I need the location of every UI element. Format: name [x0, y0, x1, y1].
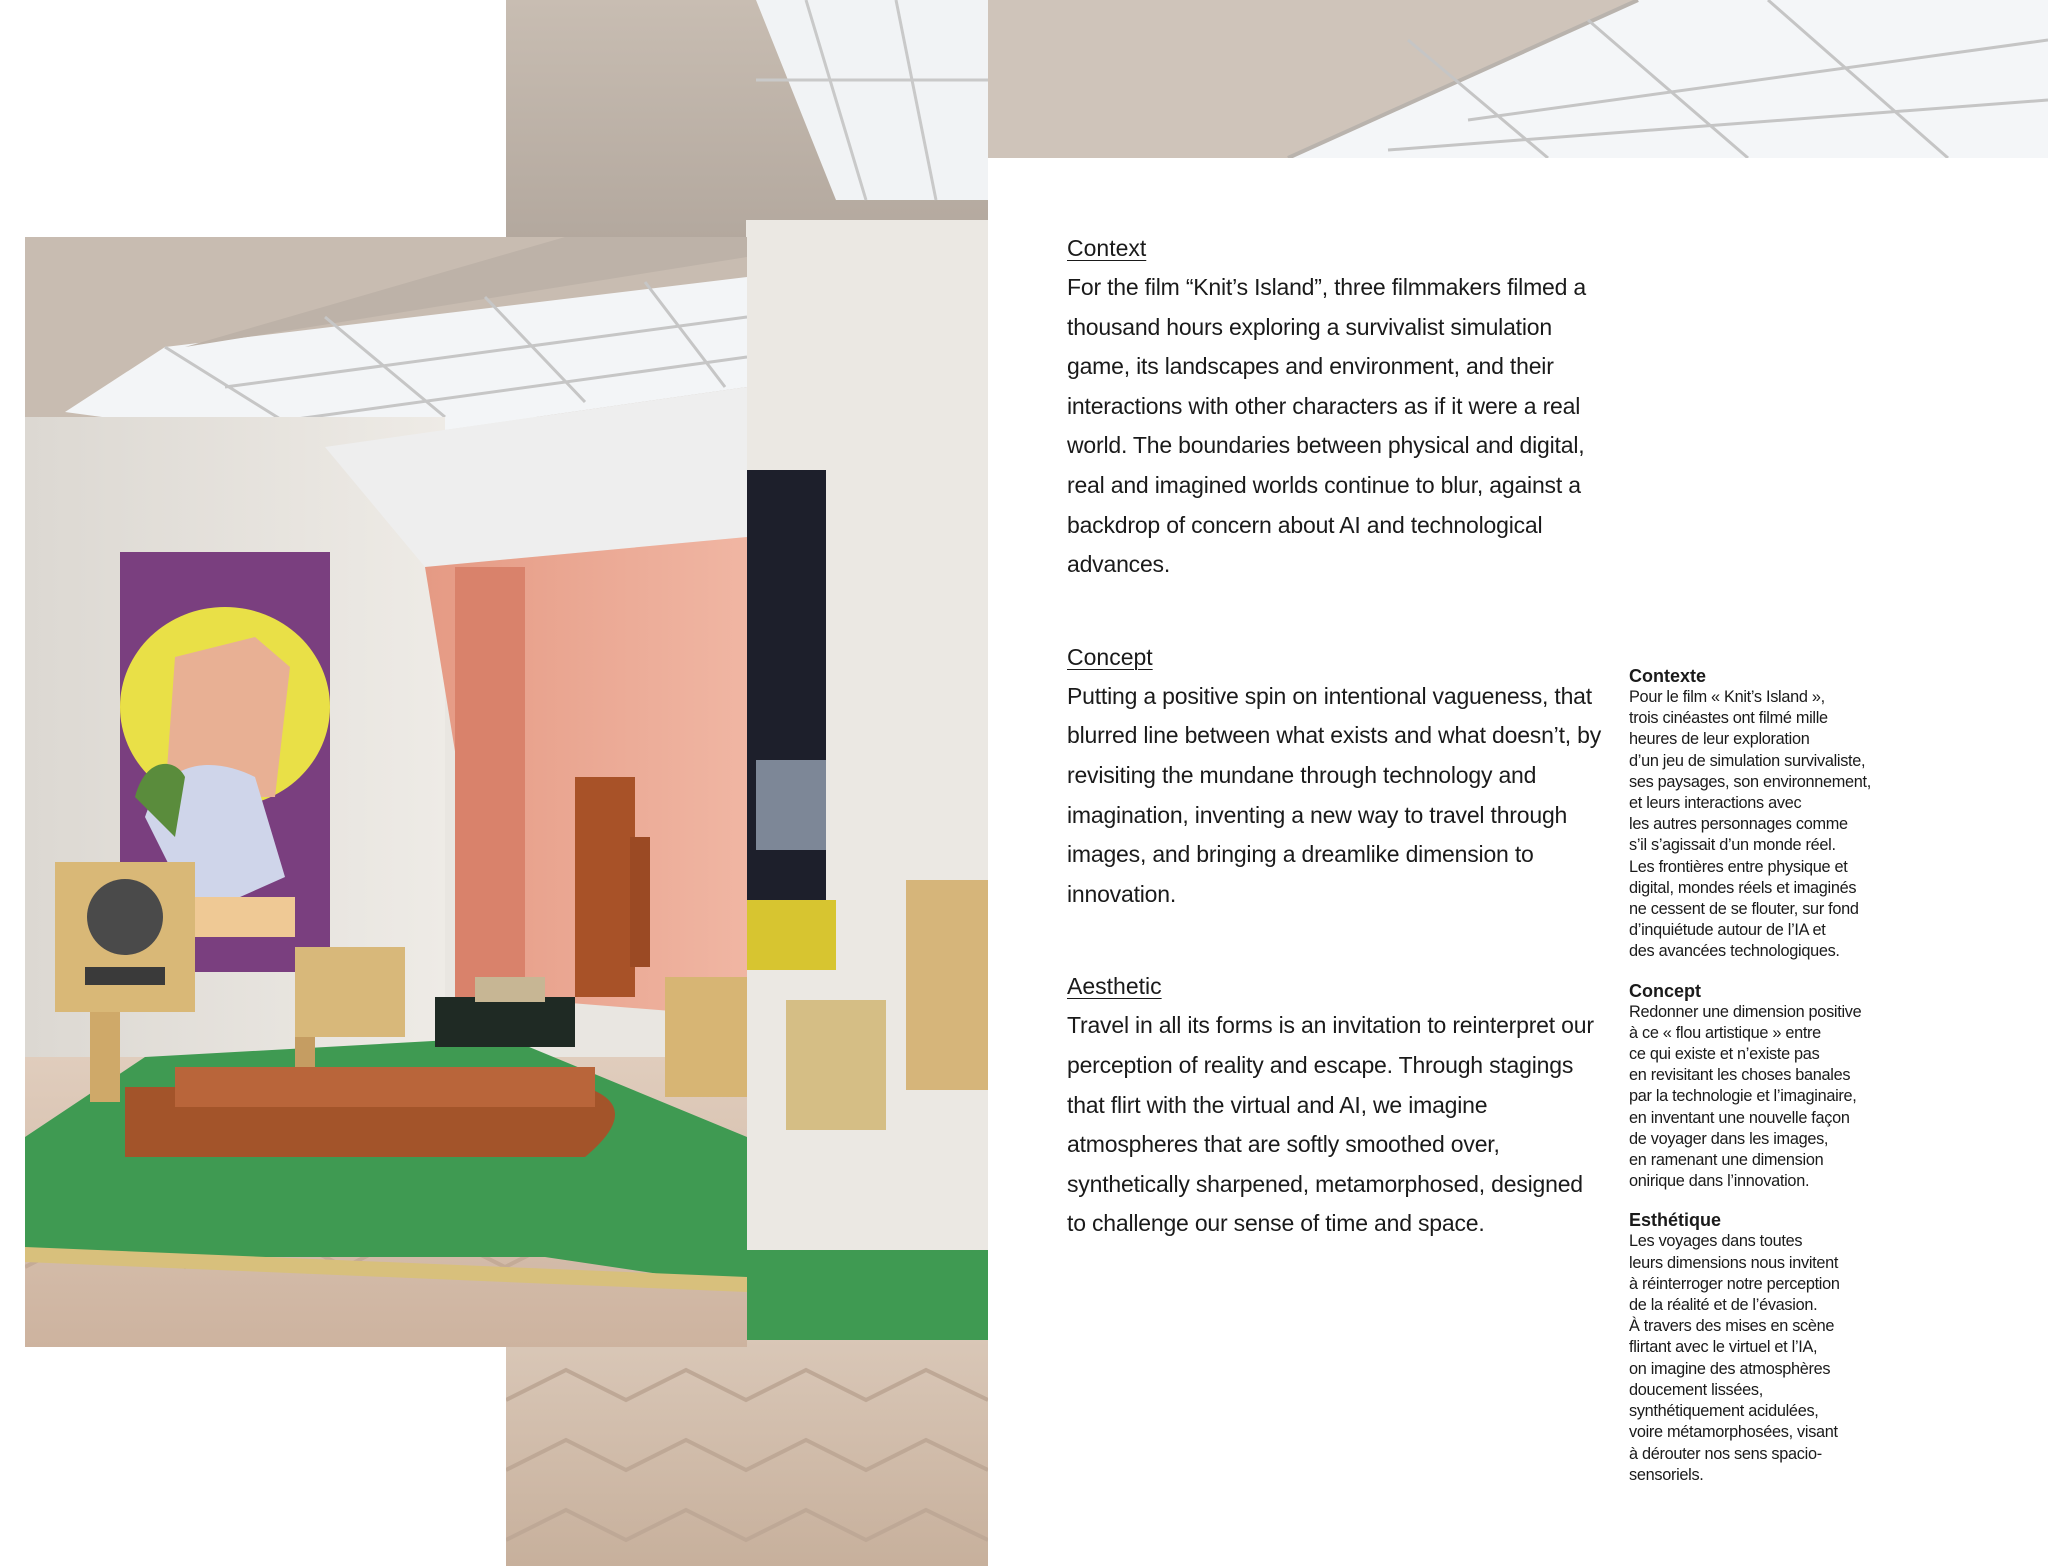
gallery-interior-scene: [25, 237, 747, 1347]
esthetique-heading: Esthétique: [1629, 1210, 1722, 1231]
skylight-scene: [988, 0, 2048, 158]
context-heading: Context: [1067, 235, 1147, 261]
esthetique-body: Les voyages dans toutes leurs dimensions nous invitent à réinterroger notre perception de la réalité et de l’évasion. À travers des mises en scène flirtant avec le virtuel et l’IA, on imagine des atmosphères doucement lissées, synthétiquement acidulées, voire métamorphosées, visant à dérouter nos sens spacio- sensoriels.: [1629, 1232, 1840, 1484]
sculpture: [575, 777, 635, 997]
context-body: For the film “Knit’s Island”, three filmmakers filmed a thousand hours exploring a survivalist simulation game, its landscapes and environment, and their interactions with other characters as if it were a real world. The boundaries between physical and digital, real and imagined worlds continue to blur, against a backdrop of concern about AI and technological advances.: [1067, 274, 1587, 578]
concept-body: Putting a positive spin on intentional vagueness, that blurred line between what exists and what doesn’t, by revisiting the mundane through technology and imagination, inventing a new way to travel through images, and bringing a dreamlike dimension to innovation.: [1067, 682, 1602, 907]
aesthetic-body: Travel in all its forms is an invitation to reinterpret our perception of reality and escape. Through stagings that flirt with the virtual and AI, we imagine atmospheres that are softly smoothed over, synthetically sharpened, metamorphosed, designed to challenge our sense of time and space.: [1067, 1012, 1594, 1237]
aesthetic-section: [1067, 966, 1607, 1244]
french-text-column: [1629, 666, 1919, 1504]
concept-fr-body: Redonner une dimension positive à ce « flou artistique » entre ce qui existe et n’existe pas en revisitant les choses banales par la technologie et l’imaginaire, en inventant une nouvelle façon de voyager dans les images, en ramenant une dimension onirique dans l’innovation.: [1629, 1002, 1862, 1191]
contexte-body: Pour le film « Knit’s Island », trois cinéastes ont filmé mille heures de leur exploration d’un jeu de simulation survivaliste, ses paysages, son environnement, et leurs interactions avec les autres personnages comme s’il s’agissait d’un monde réel. Les frontières entre physique et digital, mondes réels et imaginés ne cessent de se flouter, sur fond d’inquiétude autour de l’IA et des avancées technologiques.: [1629, 688, 1872, 961]
top-skylight-strip: [988, 0, 2048, 158]
english-text-column: [1067, 228, 1607, 1296]
concept-section: [1067, 637, 1607, 915]
aesthetic-heading: Aesthetic: [1067, 973, 1162, 1000]
concept-heading: Concept: [1067, 643, 1153, 670]
context-section: [1067, 228, 1607, 585]
contexte-section: [1629, 666, 1919, 963]
concept-fr-section: [1629, 981, 1919, 1193]
contexte-heading: Contexte: [1629, 666, 1707, 686]
main-photo: [25, 237, 747, 1347]
concept-fr-heading: Concept: [1629, 980, 1701, 1001]
esthetique-section: [1629, 1210, 1919, 1485]
